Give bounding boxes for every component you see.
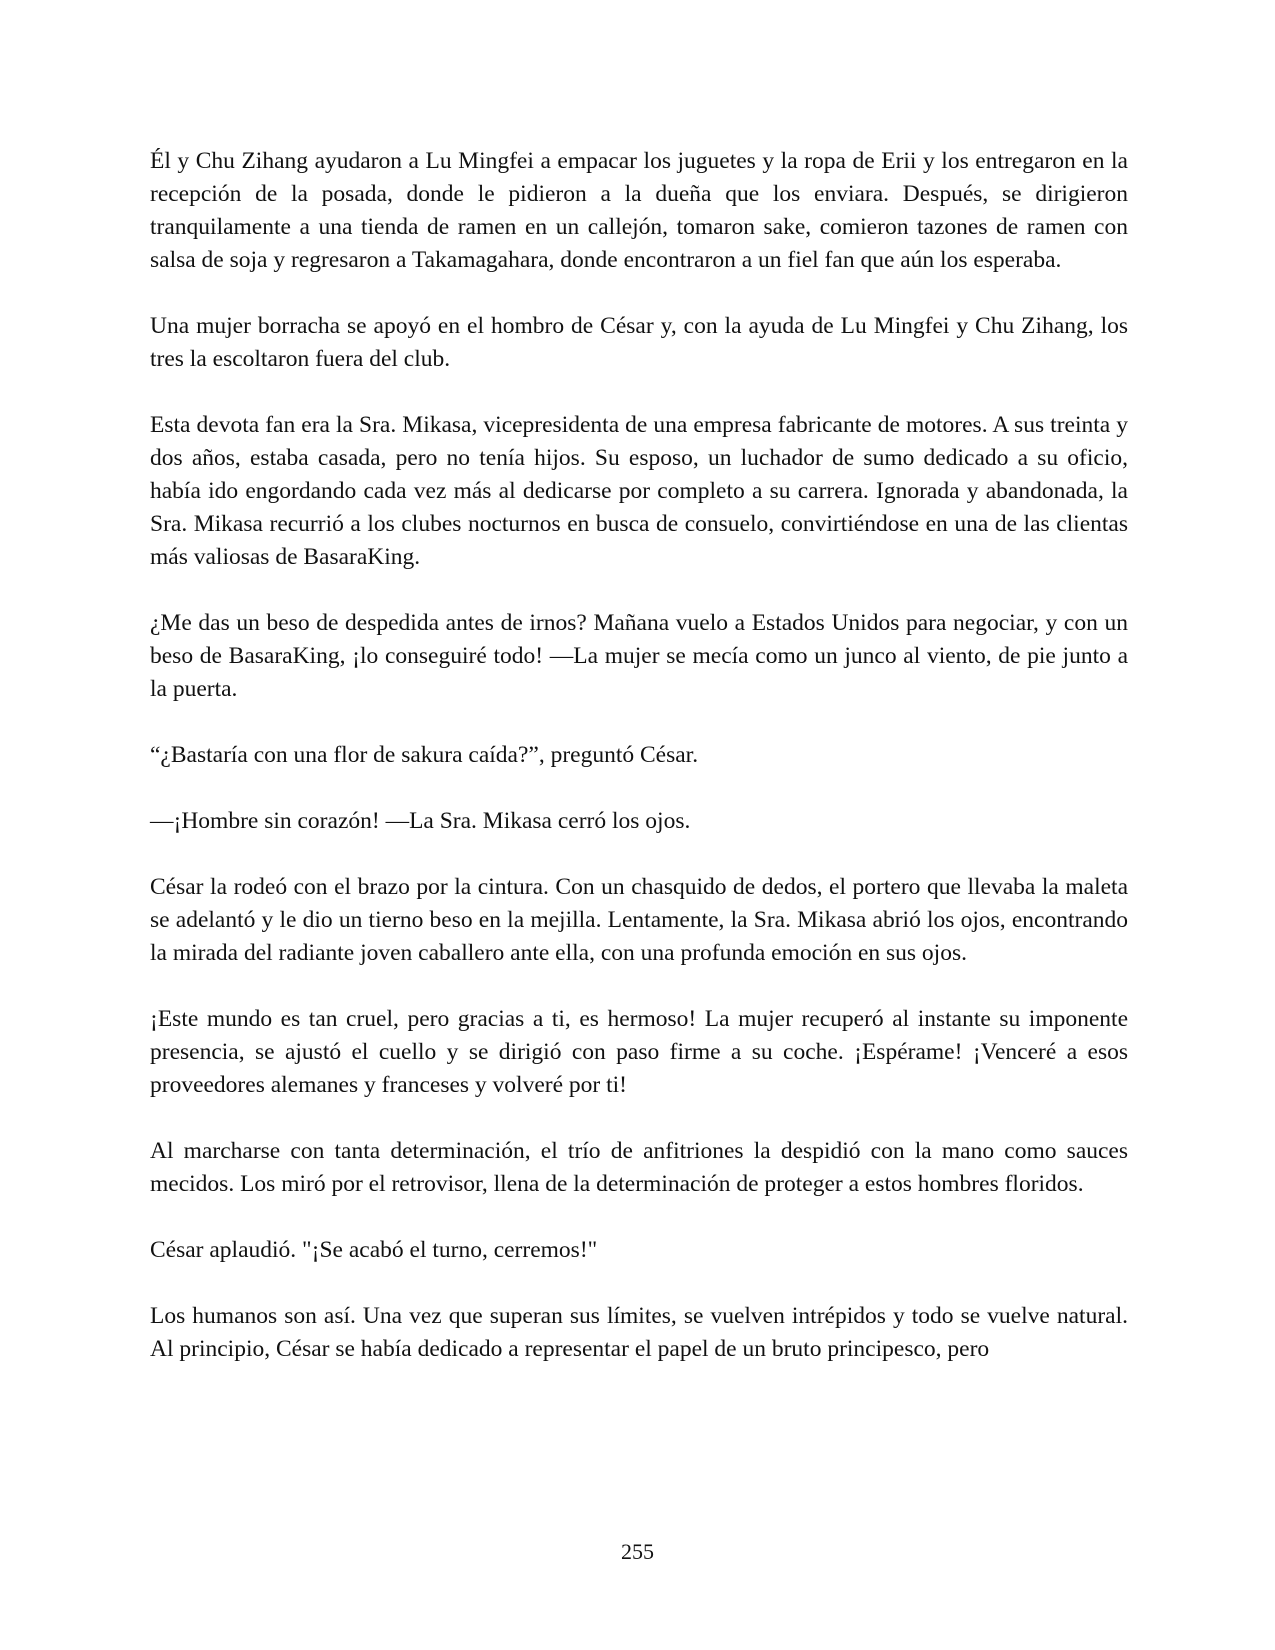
paragraph: Una mujer borracha se apoyó en el hombro de César y, con la ayuda de Lu Mingfei y Chu Zihang, los tres la escoltaron fuera del club. <box>150 313 1128 372</box>
paragraph: César aplaudió. "¡Se acabó el turno, cerremos!" <box>150 1237 598 1263</box>
page-number: 255 <box>621 1539 654 1564</box>
body-text <box>150 145 1128 1399</box>
paragraph: ¡Este mundo es tan cruel, pero gracias a ti, es hermoso! La mujer recuperó al instante su imponente presencia, se ajustó el cuello y se dirigió con paso firme a su coche. ¡Espérame! ¡Venceré a esos proveedores alemanes y franceses y volveré por ti! <box>150 1006 1128 1098</box>
paragraph: Al marcharse con tanta determinación, el trío de anfitriones la despidió con la mano como sauces mecidos. Los miró por el retrovisor, llena de la determinación de proteger a estos hombres floridos. <box>150 1138 1128 1197</box>
paragraph: Él y Chu Zihang ayudaron a Lu Mingfei a empacar los juguetes y la ropa de Erii y los entregaron en la recepción de la posada, donde le pidieron a la dueña que los enviara. Después, se dirigieron tranquilamente a una tienda de ramen en un callejón, tomaron sake, comieron tazones de ramen con salsa de soja y regresaron a Takamagahara, donde encontraron a un fiel fan que aún los esperaba. <box>150 148 1128 273</box>
paragraph: Esta devota fan era la Sra. Mikasa, vicepresidenta de una empresa fabricante de motores. A sus treinta y dos años, estaba casada, pero no tenía hijos. Su esposo, un luchador de sumo dedicado a su oficio, había ido engordando cada vez más al dedicarse por completo a su carrera. Ignorada y abandonada, la Sra. Mikasa recurrió a los clubes nocturnos en busca de consuelo, convirtiéndose en una de las clientas más valiosas de BasaraKing. <box>150 412 1128 570</box>
paragraph: Los humanos son así. Una vez que superan sus límites, se vuelven intrépidos y todo se vuelve natural. Al principio, César se había dedicado a representar el papel de un bruto principesco, pero <box>150 1303 1128 1362</box>
paragraph: ¿Me das un beso de despedida antes de irnos? Mañana vuelo a Estados Unidos para negociar, y con un beso de BasaraKing, ¡lo conseguiré todo! —La mujer se mecía como un junco al viento, de pie junto a la puerta. <box>150 610 1128 702</box>
paragraph: César la rodeó con el brazo por la cintura. Con un chasquido de dedos, el portero que llevaba la maleta se adelantó y le dio un tierno beso en la mejilla. Lentamente, la Sra. Mikasa abrió los ojos, encontrando la mirada del radiante joven caballero ante ella, con una profunda emoción en sus ojos. <box>150 874 1128 966</box>
paragraph: “¿Bastaría con una flor de sakura caída?”, preguntó César. <box>150 742 699 768</box>
paragraph: —¡Hombre sin corazón! —La Sra. Mikasa cerró los ojos. <box>150 808 691 834</box>
